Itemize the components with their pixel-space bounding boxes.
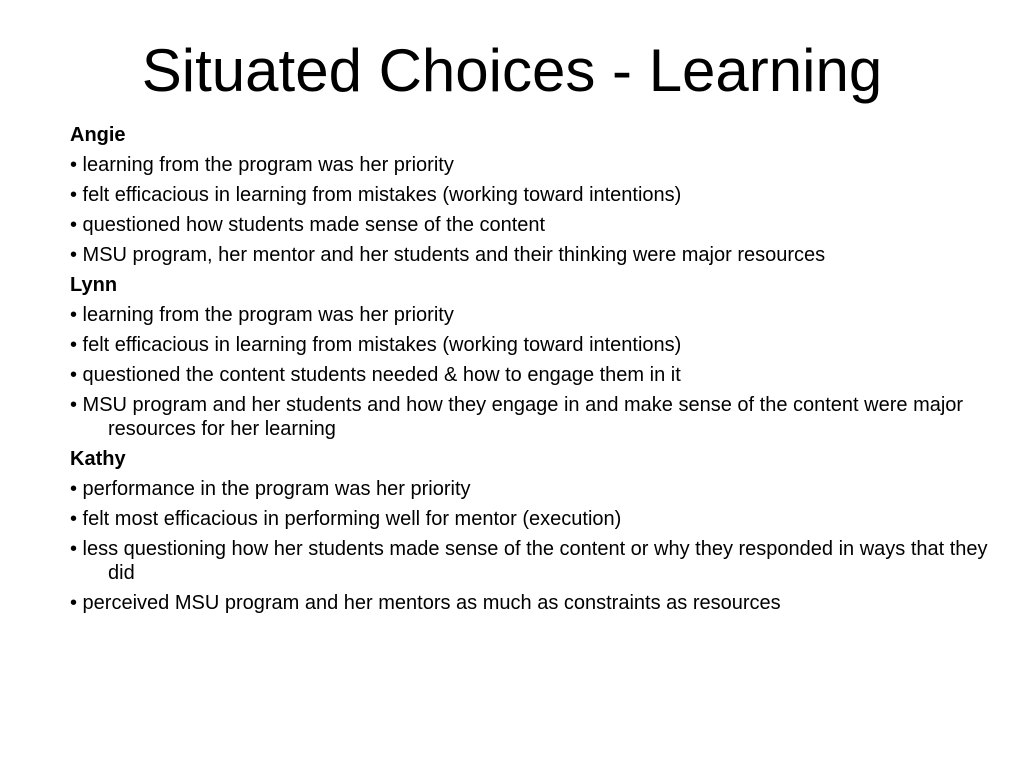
bullet-item: • felt most efficacious in performing well for mentor (execution) xyxy=(70,508,622,530)
bullet-item: • MSU program and her students and how they engage in and make sense of the content were major resources for her learning xyxy=(70,394,964,440)
section-lynn xyxy=(70,273,990,441)
bullet-item: • performance in the program was her priority xyxy=(70,478,471,500)
slide-content xyxy=(70,123,990,621)
section-heading-kathy: Kathy xyxy=(70,448,126,470)
section-angie xyxy=(70,123,990,267)
bullet-item: • questioned how students made sense of the content xyxy=(70,214,546,236)
bullet-item: • perceived MSU program and her mentors as much as constraints as resources xyxy=(70,592,781,614)
bullet-item: • felt efficacious in learning from mistakes (working toward intentions) xyxy=(70,334,682,356)
bullet-item: • learning from the program was her priority xyxy=(70,304,454,326)
bullet-item: • questioned the content students needed & how to engage them in it xyxy=(70,364,681,386)
bullet-item: • MSU program, her mentor and her students and their thinking were major resources xyxy=(70,244,826,266)
section-heading-angie: Angie xyxy=(70,124,126,146)
section-kathy xyxy=(70,447,990,615)
bullet-item: • learning from the program was her priority xyxy=(70,154,454,176)
bullet-item: • less questioning how her students made sense of the content or why they responded in ways that they did xyxy=(70,538,988,584)
slide-title: Situated Choices - Learning xyxy=(141,37,883,104)
section-heading-lynn: Lynn xyxy=(70,274,118,296)
bullet-item: • felt efficacious in learning from mistakes (working toward intentions) xyxy=(70,184,682,206)
